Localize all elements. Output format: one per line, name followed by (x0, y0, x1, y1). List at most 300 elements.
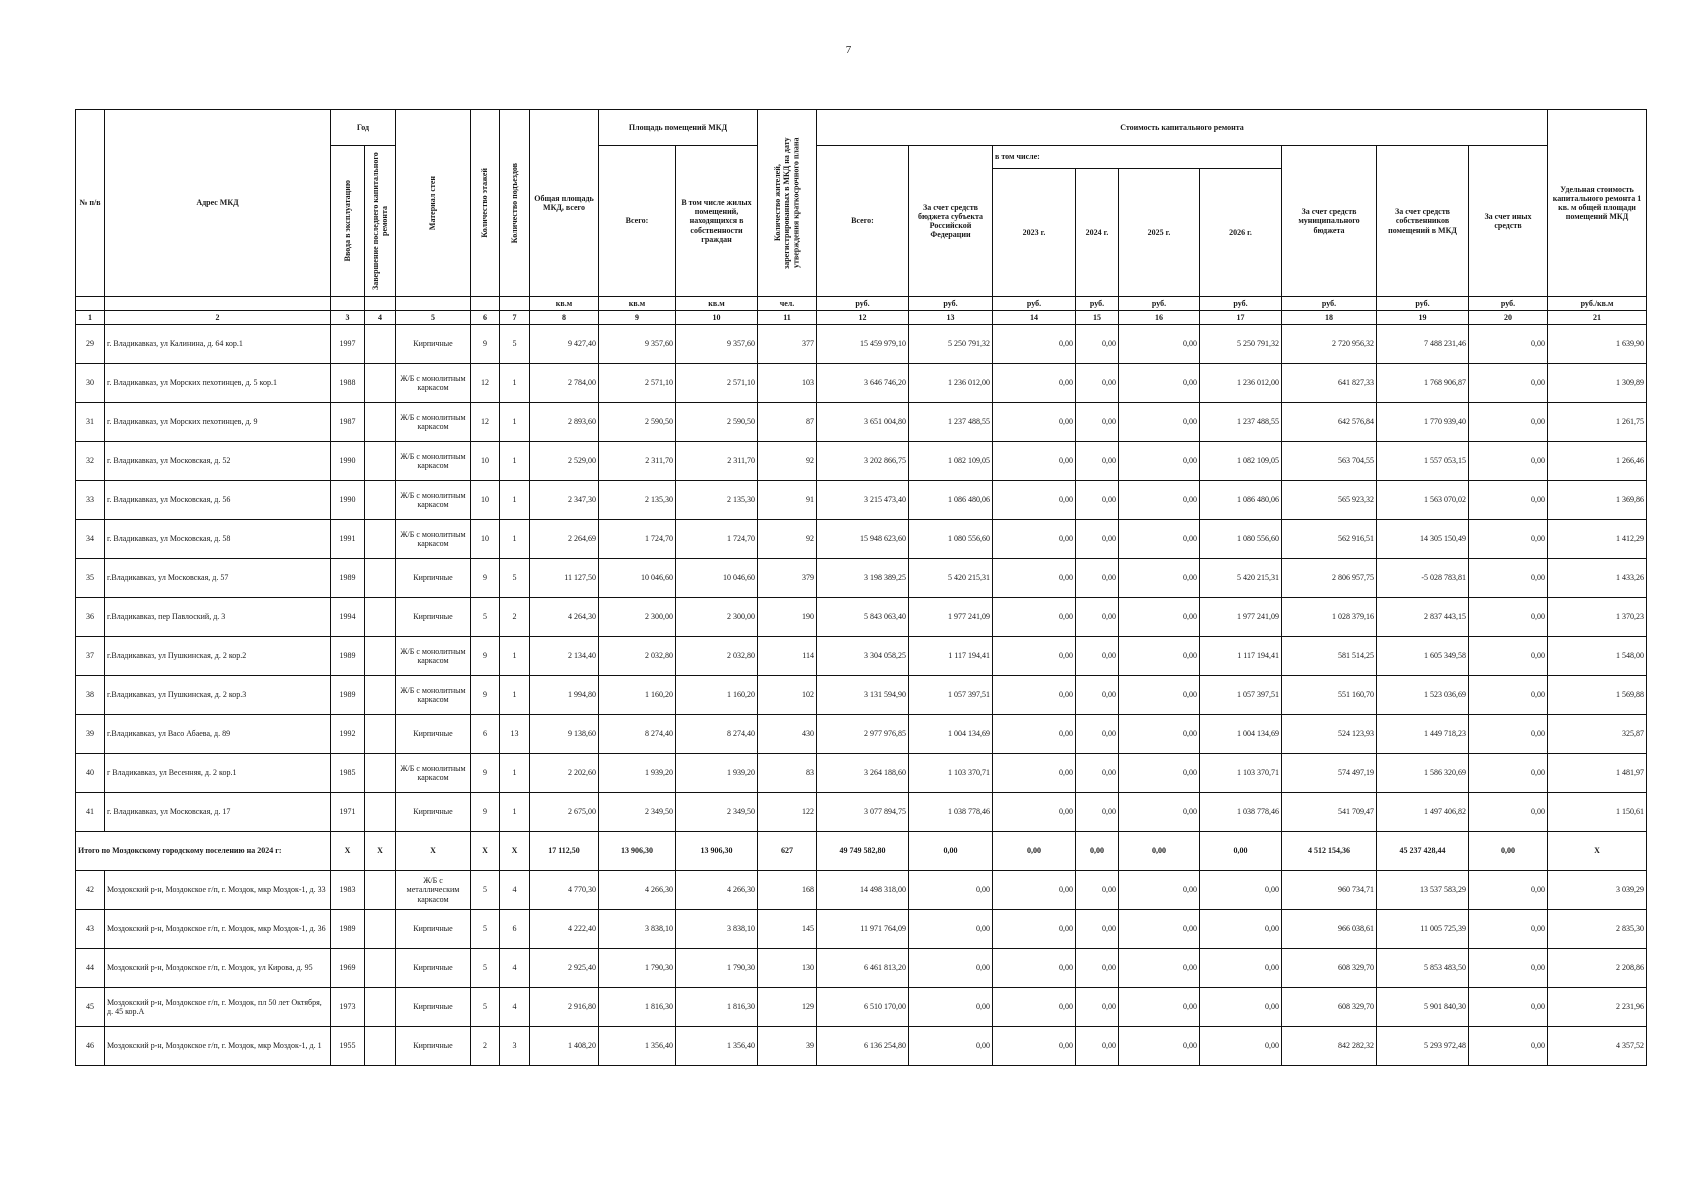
cell-all: 2 032,80 (599, 637, 676, 676)
unit-cell: руб. (909, 297, 993, 311)
unit-cell: руб. (817, 297, 909, 311)
cell-cost: 2 977 976,85 (817, 715, 909, 754)
unit-cell: руб. (1076, 297, 1119, 311)
cell-total: 2 264,69 (530, 520, 599, 559)
cell-all: 10 046,60 (599, 559, 676, 598)
cell-cost: 5 843 063,40 (817, 598, 909, 637)
cell-unit: 1 369,86 (1548, 481, 1647, 520)
cell-fed: 1 004 134,69 (909, 715, 993, 754)
cell-own: 5 853 483,50 (1377, 949, 1469, 988)
cell-fl: 12 (471, 364, 500, 403)
cell-mun: 960 734,71 (1282, 871, 1377, 910)
cell-c26: 1 086 480,06 (1200, 481, 1282, 520)
cell-oth: 0,00 (1469, 637, 1548, 676)
cell-mun: 581 514,25 (1282, 637, 1377, 676)
column-number-cell: 15 (1076, 311, 1119, 325)
cell-all: 2 349,50 (599, 793, 676, 832)
cell-c26: 5 420 215,31 (1200, 559, 1282, 598)
table-row (76, 559, 1647, 598)
cell-oth: 0,00 (1469, 949, 1548, 988)
table-row (76, 598, 1647, 637)
table-row (76, 988, 1647, 1027)
unit-cell: руб. (1469, 297, 1548, 311)
cell-cit: 8 274,40 (676, 715, 758, 754)
cell-fed: 1 237 488,55 (909, 403, 993, 442)
col-address-header: Адрес МКД (105, 110, 331, 297)
cell-fed: 1 082 109,05 (909, 442, 993, 481)
col-cost-total-header: Всего: (817, 146, 909, 297)
cell-n: 43 (76, 910, 105, 949)
cell-y2 (365, 1027, 396, 1066)
cell-wall: Ж/Б с монолитным каркасом (396, 637, 471, 676)
cell-total: 9 427,40 (530, 325, 599, 364)
cell-res: 190 (758, 598, 817, 637)
cell-res: 92 (758, 442, 817, 481)
cell-n: 44 (76, 949, 105, 988)
cell-all: 2 300,00 (599, 598, 676, 637)
cell-res: 91 (758, 481, 817, 520)
cell-oth: 0,00 (1469, 871, 1548, 910)
cell-c25: 0,00 (1119, 715, 1200, 754)
cell-en: 6 (500, 910, 530, 949)
cell-all: 1 816,30 (599, 988, 676, 1027)
cell-total: 1 994,80 (530, 676, 599, 715)
group-year-header: Год (331, 110, 396, 146)
cell-c26: 0,00 (1200, 871, 1282, 910)
cell-all: 9 357,60 (599, 325, 676, 364)
cell-oth: 0,00 (1469, 598, 1548, 637)
cell-c25: 0,00 (1119, 988, 1200, 1027)
cell-en: 1 (500, 442, 530, 481)
cell-total: 2 134,40 (530, 637, 599, 676)
cell-c24: 0,00 (1076, 442, 1119, 481)
cell-y2 (365, 559, 396, 598)
cell-c26: 0,00 (1200, 1027, 1282, 1066)
cell-c26: 1 977 241,09 (1200, 598, 1282, 637)
cell-y2 (365, 754, 396, 793)
table-body (76, 325, 1647, 1066)
units-row (76, 297, 1647, 311)
cell-fl: 10 (471, 481, 500, 520)
cell-n: 36 (76, 598, 105, 637)
column-number-cell: 3 (331, 311, 365, 325)
cell-cost: 3 646 746,20 (817, 364, 909, 403)
cell-fl: 9 (471, 793, 500, 832)
cell-fl: 9 (471, 676, 500, 715)
cell-c26: 1 080 556,60 (1200, 520, 1282, 559)
cell-c24: 0,00 (1076, 754, 1119, 793)
cell-all: 1 724,70 (599, 520, 676, 559)
cell-own: 1 586 320,69 (1377, 754, 1469, 793)
cell-total: 4 222,40 (530, 910, 599, 949)
cell-total: 4 770,30 (530, 871, 599, 910)
col-cost-federal-header: За счет средств бюджета субъекта Российской Федерации (909, 146, 993, 297)
cell-c24: 0,00 (1076, 598, 1119, 637)
cell-c25: 0,00 (1119, 793, 1200, 832)
cell-c25: 0,00 (1119, 637, 1200, 676)
cell-oth: 0,00 (1469, 793, 1548, 832)
page-number: 7 (845, 44, 852, 56)
col-unit-cost-header: Удельная стоимость капитального ремонта 1 кв. м общей площади помещений МКД (1548, 110, 1647, 297)
column-number-cell: 7 (500, 311, 530, 325)
column-number-cell: 1 (76, 311, 105, 325)
cell-c25: 0,00 (1119, 481, 1200, 520)
cell-cit: 1 816,30 (676, 988, 758, 1027)
cell-unit: 4 357,52 (1548, 1027, 1647, 1066)
cell-c24: 0,00 (1076, 364, 1119, 403)
cell-c24: 0,00 (1076, 520, 1119, 559)
cell-mun: 641 827,33 (1282, 364, 1377, 403)
col-2025-header: 2025 г. (1119, 168, 1200, 296)
cell-oth: 0,00 (1469, 325, 1548, 364)
cell-c25: 0,00 (1119, 754, 1200, 793)
unit-cell: кв.м (676, 297, 758, 311)
cell-wall: Кирпичные (396, 988, 471, 1027)
cell-cit: 2 571,10 (676, 364, 758, 403)
cell-mun: 608 329,70 (1282, 949, 1377, 988)
cell-total: 2 202,60 (530, 754, 599, 793)
cell-res: 102 (758, 676, 817, 715)
cell-own: 1 605 349,58 (1377, 637, 1469, 676)
cell-oth: 0,00 (1469, 520, 1548, 559)
group-including-header: в том числе: (993, 146, 1282, 169)
col-floors-header: Количество этажей (471, 110, 500, 297)
total-cell-en: X (500, 832, 530, 871)
cell-cost: 14 498 318,00 (817, 871, 909, 910)
cell-wall: Ж/Б с монолитным каркасом (396, 403, 471, 442)
cell-c23: 0,00 (993, 403, 1076, 442)
capital-repair-table (75, 109, 1647, 1066)
cell-cit: 1 790,30 (676, 949, 758, 988)
cell-c24: 0,00 (1076, 793, 1119, 832)
total-cell-all: 13 906,30 (599, 832, 676, 871)
col-other-header: За счет иных средств (1469, 146, 1548, 297)
cell-c24: 0,00 (1076, 715, 1119, 754)
cell-c24: 0,00 (1076, 988, 1119, 1027)
cell-en: 4 (500, 988, 530, 1027)
cell-mun: 551 160,70 (1282, 676, 1377, 715)
cell-all: 2 311,70 (599, 442, 676, 481)
cell-y1: 1991 (331, 520, 365, 559)
cell-y1: 1997 (331, 325, 365, 364)
cell-fed: 1 103 370,71 (909, 754, 993, 793)
cell-wall: Ж/Б с монолитным каркасом (396, 481, 471, 520)
cell-all: 1 356,40 (599, 1027, 676, 1066)
cell-y1: 1990 (331, 442, 365, 481)
cell-total: 2 347,30 (530, 481, 599, 520)
col-area-all-header: Всего: (599, 146, 676, 297)
cell-c23: 0,00 (993, 1027, 1076, 1066)
cell-unit: 2 231,96 (1548, 988, 1647, 1027)
cell-c26: 5 250 791,32 (1200, 325, 1282, 364)
cell-total: 2 529,00 (530, 442, 599, 481)
cell-cit: 1 724,70 (676, 520, 758, 559)
cell-c25: 0,00 (1119, 676, 1200, 715)
col-2024-header: 2024 г. (1076, 168, 1119, 296)
cell-y1: 1992 (331, 715, 365, 754)
table-row (76, 676, 1647, 715)
cell-res: 145 (758, 910, 817, 949)
cell-y2 (365, 871, 396, 910)
cell-c26: 1 237 488,55 (1200, 403, 1282, 442)
cell-oth: 0,00 (1469, 559, 1548, 598)
cell-en: 1 (500, 403, 530, 442)
cell-c25: 0,00 (1119, 559, 1200, 598)
cell-oth: 0,00 (1469, 481, 1548, 520)
cell-total: 11 127,50 (530, 559, 599, 598)
cell-own: 1 523 036,69 (1377, 676, 1469, 715)
cell-own: 1 563 070,02 (1377, 481, 1469, 520)
cell-addr: г. Владикавказ, ул Московская, д. 52 (105, 442, 331, 481)
col-2026-header: 2026 г. (1200, 168, 1282, 296)
cell-fed: 1 236 012,00 (909, 364, 993, 403)
cell-mun: 2 720 956,32 (1282, 325, 1377, 364)
cell-cit: 2 311,70 (676, 442, 758, 481)
cell-addr: Моздокский р-н, Моздокское г/п, г. Моздок, мкр Моздок-1, д. 33 (105, 871, 331, 910)
cell-mun: 562 916,51 (1282, 520, 1377, 559)
cell-fed: 1 038 778,46 (909, 793, 993, 832)
total-label: Итого по Моздокскому городскому поселению на 2024 г: (76, 832, 331, 871)
table-row (76, 1027, 1647, 1066)
cell-y2 (365, 598, 396, 637)
column-number-cell: 10 (676, 311, 758, 325)
cell-unit: 1 309,89 (1548, 364, 1647, 403)
cell-n: 29 (76, 325, 105, 364)
cell-mun: 541 709,47 (1282, 793, 1377, 832)
cell-n: 46 (76, 1027, 105, 1066)
column-number-cell: 5 (396, 311, 471, 325)
cell-c23: 0,00 (993, 910, 1076, 949)
cell-c24: 0,00 (1076, 403, 1119, 442)
cell-y2 (365, 481, 396, 520)
cell-n: 45 (76, 988, 105, 1027)
cell-fl: 5 (471, 910, 500, 949)
cell-cit: 10 046,60 (676, 559, 758, 598)
total-cell-oth: 0,00 (1469, 832, 1548, 871)
cell-unit: 1 639,90 (1548, 325, 1647, 364)
cell-all: 3 838,10 (599, 910, 676, 949)
cell-n: 41 (76, 793, 105, 832)
cell-wall: Кирпичные (396, 949, 471, 988)
cell-addr: Моздокский р-н, Моздокское г/п, г. Моздок, ул Кирова, д. 95 (105, 949, 331, 988)
cell-c24: 0,00 (1076, 676, 1119, 715)
cell-y2 (365, 793, 396, 832)
cell-y2 (365, 364, 396, 403)
cell-own: 1 768 906,87 (1377, 364, 1469, 403)
cell-n: 38 (76, 676, 105, 715)
total-cell-y2: X (365, 832, 396, 871)
cell-res: 129 (758, 988, 817, 1027)
cell-c26: 1 103 370,71 (1200, 754, 1282, 793)
cell-c24: 0,00 (1076, 637, 1119, 676)
cell-wall: Ж/Б с монолитным каркасом (396, 520, 471, 559)
cell-en: 1 (500, 676, 530, 715)
cell-mun: 966 038,61 (1282, 910, 1377, 949)
cell-res: 377 (758, 325, 817, 364)
cell-c24: 0,00 (1076, 325, 1119, 364)
cell-cost: 3 198 389,25 (817, 559, 909, 598)
cell-en: 1 (500, 364, 530, 403)
cell-oth: 0,00 (1469, 754, 1548, 793)
col-entrances-header: Количество подъездов (500, 110, 530, 297)
cell-cit: 4 266,30 (676, 871, 758, 910)
cell-own: 1 557 053,15 (1377, 442, 1469, 481)
cell-fl: 9 (471, 325, 500, 364)
cell-all: 2 571,10 (599, 364, 676, 403)
cell-wall: Кирпичные (396, 715, 471, 754)
col-area-citizens-header: В том числе жилых помещений, находящихся в собственности граждан (676, 146, 758, 297)
total-cell-cit: 13 906,30 (676, 832, 758, 871)
cell-cit: 2 032,80 (676, 637, 758, 676)
cell-fl: 9 (471, 637, 500, 676)
cell-unit: 325,87 (1548, 715, 1647, 754)
table-row (76, 949, 1647, 988)
cell-mun: 563 704,55 (1282, 442, 1377, 481)
cell-c23: 0,00 (993, 949, 1076, 988)
cell-c24: 0,00 (1076, 910, 1119, 949)
cell-own: 1 497 406,82 (1377, 793, 1469, 832)
total-cell-fl: X (471, 832, 500, 871)
cell-wall: Кирпичные (396, 598, 471, 637)
column-number-cell: 16 (1119, 311, 1200, 325)
cell-cost: 11 971 764,09 (817, 910, 909, 949)
cell-c23: 0,00 (993, 637, 1076, 676)
cell-fed: 5 250 791,32 (909, 325, 993, 364)
cell-wall: Кирпичные (396, 1027, 471, 1066)
column-number-cell: 2 (105, 311, 331, 325)
cell-c25: 0,00 (1119, 442, 1200, 481)
cell-all: 1 160,20 (599, 676, 676, 715)
cell-cost: 3 131 594,90 (817, 676, 909, 715)
total-cell-c26: 0,00 (1200, 832, 1282, 871)
cell-unit: 2 835,30 (1548, 910, 1647, 949)
cell-mun: 842 282,32 (1282, 1027, 1377, 1066)
cell-fed: 1 057 397,51 (909, 676, 993, 715)
cell-c26: 1 117 194,41 (1200, 637, 1282, 676)
cell-y1: 1955 (331, 1027, 365, 1066)
cell-c23: 0,00 (993, 988, 1076, 1027)
cell-c23: 0,00 (993, 715, 1076, 754)
cell-unit: 1 548,00 (1548, 637, 1647, 676)
cell-res: 130 (758, 949, 817, 988)
cell-total: 2 916,80 (530, 988, 599, 1027)
cell-cost: 3 215 473,40 (817, 481, 909, 520)
cell-c23: 0,00 (993, 520, 1076, 559)
unit-cell: кв.м (530, 297, 599, 311)
column-number-cell: 19 (1377, 311, 1469, 325)
total-cell-res: 627 (758, 832, 817, 871)
cell-addr: г.Владикавказ, ул Васо Абаева, д. 89 (105, 715, 331, 754)
cell-c26: 0,00 (1200, 949, 1282, 988)
cell-fed: 0,00 (909, 910, 993, 949)
cell-c24: 0,00 (1076, 481, 1119, 520)
cell-cit: 2 349,50 (676, 793, 758, 832)
cell-cost: 6 510 170,00 (817, 988, 909, 1027)
cell-y2 (365, 949, 396, 988)
unit-cell: руб. (1282, 297, 1377, 311)
cell-unit: 1 481,97 (1548, 754, 1647, 793)
cell-oth: 0,00 (1469, 715, 1548, 754)
column-number-cell: 14 (993, 311, 1076, 325)
cell-c26: 1 057 397,51 (1200, 676, 1282, 715)
cell-n: 39 (76, 715, 105, 754)
cell-n: 37 (76, 637, 105, 676)
cell-mun: 608 329,70 (1282, 988, 1377, 1027)
table-row (76, 793, 1647, 832)
cell-c23: 0,00 (993, 676, 1076, 715)
column-number-cell: 6 (471, 311, 500, 325)
column-number-cell: 9 (599, 311, 676, 325)
cell-oth: 0,00 (1469, 1027, 1548, 1066)
cell-wall: Ж/Б с монолитным каркасом (396, 364, 471, 403)
cell-res: 103 (758, 364, 817, 403)
cell-addr: г. Владикавказ, ул Московская, д. 17 (105, 793, 331, 832)
cell-y2 (365, 403, 396, 442)
cell-res: 39 (758, 1027, 817, 1066)
cell-own: -5 028 783,81 (1377, 559, 1469, 598)
cell-own: 11 005 725,39 (1377, 910, 1469, 949)
cell-oth: 0,00 (1469, 403, 1548, 442)
cell-mun: 2 806 957,75 (1282, 559, 1377, 598)
col-owners-header: За счет средств собственников помещений в МКД (1377, 146, 1469, 297)
table-row (76, 520, 1647, 559)
group-area-header: Площадь помещений МКД (599, 110, 758, 146)
cell-y2 (365, 520, 396, 559)
col-municipal-header: За счет средств муниципального бюджета (1282, 146, 1377, 297)
total-cell-c24: 0,00 (1076, 832, 1119, 871)
col-total-area-header: Общая площадь МКД, всего (530, 110, 599, 297)
cell-res: 168 (758, 871, 817, 910)
cell-n: 33 (76, 481, 105, 520)
column-number-cell: 20 (1469, 311, 1548, 325)
cell-mun: 524 123,93 (1282, 715, 1377, 754)
column-number-cell: 17 (1200, 311, 1282, 325)
cell-en: 2 (500, 598, 530, 637)
cell-y1: 1973 (331, 988, 365, 1027)
cell-mun: 1 028 379,16 (1282, 598, 1377, 637)
cell-total: 2 893,60 (530, 403, 599, 442)
total-cell-c23: 0,00 (993, 832, 1076, 871)
cell-en: 1 (500, 520, 530, 559)
col-year-commission-header: Ввода в эксплуатацию (331, 146, 365, 297)
cell-res: 83 (758, 754, 817, 793)
cell-oth: 0,00 (1469, 676, 1548, 715)
column-number-cell: 21 (1548, 311, 1647, 325)
cell-en: 5 (500, 325, 530, 364)
cell-wall: Ж/Б с металлическим каркасом (396, 871, 471, 910)
cell-wall: Ж/Б с монолитным каркасом (396, 442, 471, 481)
cell-y1: 1969 (331, 949, 365, 988)
cell-addr: г Владикавказ, ул Весенняя, д. 2 кор.1 (105, 754, 331, 793)
cell-res: 430 (758, 715, 817, 754)
cell-c24: 0,00 (1076, 559, 1119, 598)
cell-addr: г.Владикавказ, ул Московская, д. 57 (105, 559, 331, 598)
unit-cell: руб. (1377, 297, 1469, 311)
cell-cost: 3 264 188,60 (817, 754, 909, 793)
cell-c25: 0,00 (1119, 1027, 1200, 1066)
total-row (76, 832, 1647, 871)
cell-own: 1 449 718,23 (1377, 715, 1469, 754)
cell-unit: 1 150,61 (1548, 793, 1647, 832)
cell-unit: 2 208,86 (1548, 949, 1647, 988)
cell-c23: 0,00 (993, 481, 1076, 520)
cell-unit: 1 370,23 (1548, 598, 1647, 637)
cell-oth: 0,00 (1469, 910, 1548, 949)
cell-c26: 1 004 134,69 (1200, 715, 1282, 754)
cell-all: 1 790,30 (599, 949, 676, 988)
cell-cost: 3 651 004,80 (817, 403, 909, 442)
table-row (76, 754, 1647, 793)
